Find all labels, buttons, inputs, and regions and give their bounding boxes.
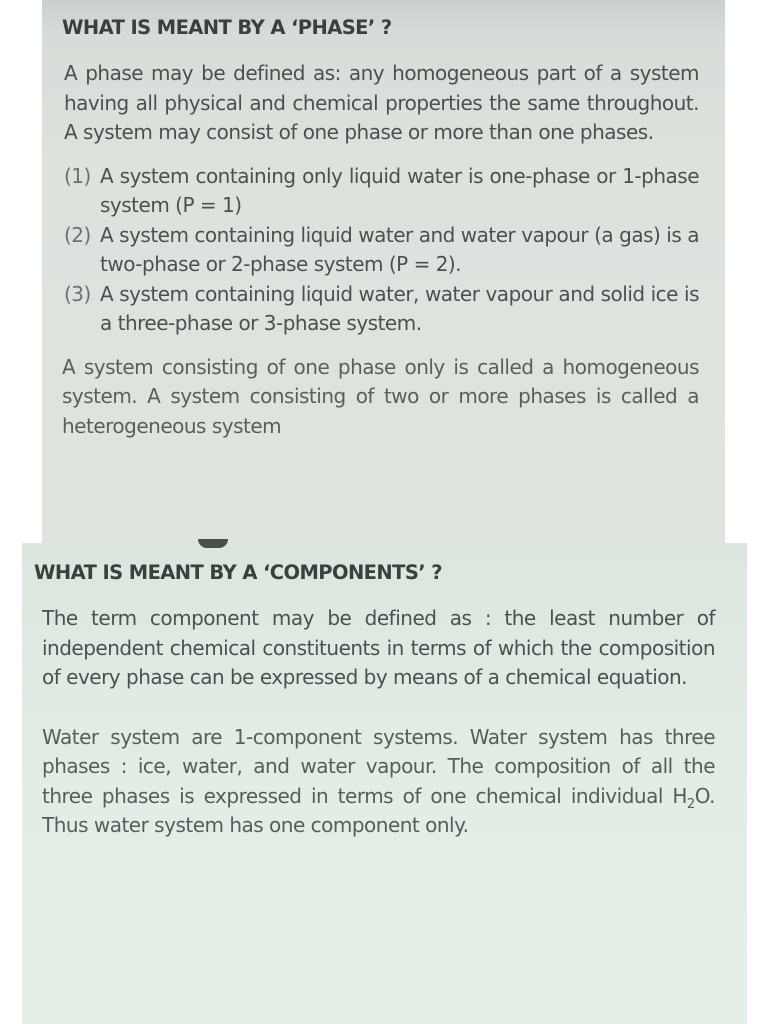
water-example-text: Water system are 1-component systems. Water system has three phases : ice, water, and water vapour. The composition of all the three phases is expressed in terms of one chemical individual: [42, 724, 715, 808]
paragraph-gap: [34, 693, 715, 723]
homogeneous-heterogeneous-text: A system consisting of one phase only is called a homogeneous system. A system consisting of two or more phases is called a heterogeneous system: [62, 354, 699, 438]
list-item-text: A system containing liquid water, water vapour and solid ice is a three-phase or 3-phase system.: [100, 281, 699, 335]
decorative-blob: [198, 539, 228, 548]
components-heading: WHAT IS MEANT BY A ‘COMPONENTS’ ?: [34, 561, 442, 584]
formula-end: O: [694, 783, 710, 808]
components-section-photo: [22, 543, 747, 1024]
phase-examples-list: [62, 162, 699, 339]
list-item: [62, 162, 699, 221]
water-formula: [672, 783, 710, 812]
list-item: [62, 221, 699, 280]
list-item: [62, 280, 699, 339]
phase-heading: WHAT IS MEANT BY A ‘PHASE’ ?: [62, 16, 392, 39]
list-item-number: (1): [64, 163, 91, 188]
list-item-text: A system containing liquid water and water vapour (a gas) is a two-phase or 2-phase system (P = 2).: [100, 222, 699, 276]
list-item-number: (3): [64, 281, 91, 306]
list-item-number: (2): [64, 222, 91, 247]
water-conclusion-text: . Thus water system has one component only.: [42, 783, 715, 837]
list-item-text: A system containing only liquid water is one-phase or 1-phase system (P = 1): [100, 163, 699, 217]
component-definition: The term component may be defined as : the least number of independent chemical constituents in terms of which the composition of every phase can be expressed by means of a chemical equation.: [42, 606, 715, 689]
formula-subscript: 2: [686, 796, 695, 812]
phase-definition: A phase may be defined as: any homogeneous part of a system having all physical and chemical properties the same throughout. A system may consist of one phase or more than one phases.: [64, 61, 699, 144]
formula-base: H: [672, 783, 687, 808]
phase-section-photo: [42, 0, 725, 544]
water-system-text: [34, 723, 715, 841]
